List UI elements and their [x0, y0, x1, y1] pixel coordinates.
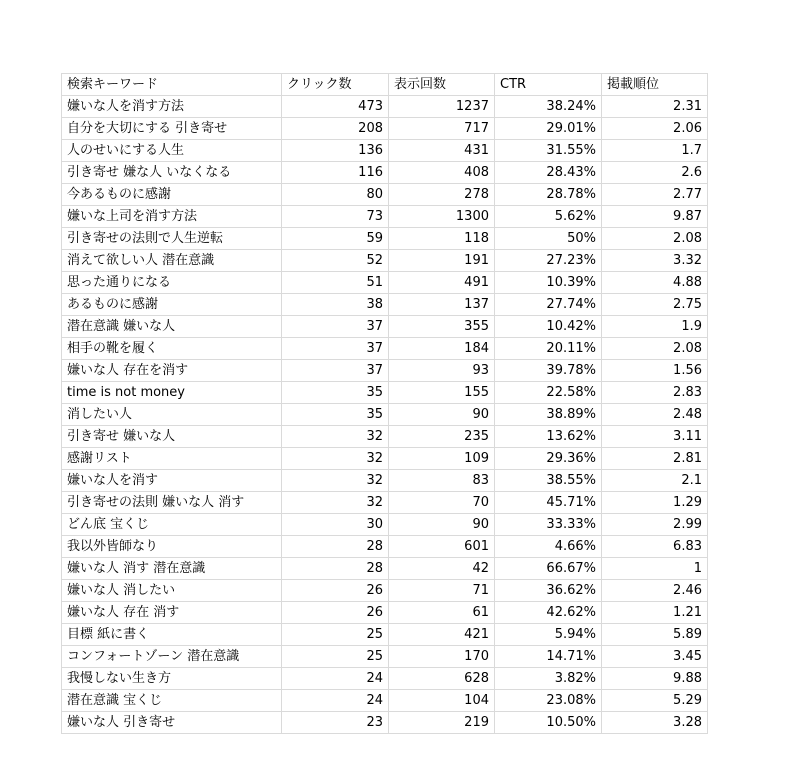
table-row	[62, 448, 708, 470]
position-cell[interactable]: 2.75	[602, 294, 708, 316]
impressions-cell[interactable]: 421	[389, 624, 495, 646]
impressions-cell[interactable]: 90	[389, 514, 495, 536]
keyword-cell[interactable]: 引き寄せの法則で人生逆転	[62, 228, 282, 250]
table-row	[62, 514, 708, 536]
impressions-cell[interactable]: 90	[389, 404, 495, 426]
keyword-cell[interactable]: 人のせいにする人生	[62, 140, 282, 162]
impressions-cell[interactable]: 278	[389, 184, 495, 206]
position-cell[interactable]: 5.29	[602, 690, 708, 712]
impressions-cell[interactable]: 219	[389, 712, 495, 734]
clicks-cell[interactable]: 208	[282, 118, 389, 140]
keyword-cell[interactable]: 消したい人	[62, 404, 282, 426]
impressions-cell[interactable]: 155	[389, 382, 495, 404]
impressions-cell[interactable]: 83	[389, 470, 495, 492]
position-cell[interactable]: 1.29	[602, 492, 708, 514]
keyword-cell[interactable]: 嫌いな人を消す	[62, 470, 282, 492]
position-cell[interactable]: 2.83	[602, 382, 708, 404]
clicks-cell[interactable]: 38	[282, 294, 389, 316]
clicks-cell[interactable]: 80	[282, 184, 389, 206]
ctr-cell[interactable]: 22.58%	[495, 382, 602, 404]
position-cell[interactable]: 2.48	[602, 404, 708, 426]
position-cell[interactable]: 6.83	[602, 536, 708, 558]
position-cell[interactable]: 2.08	[602, 228, 708, 250]
clicks-cell[interactable]: 37	[282, 338, 389, 360]
position-cell[interactable]: 9.87	[602, 206, 708, 228]
position-cell[interactable]: 1.21	[602, 602, 708, 624]
header-row	[62, 74, 708, 96]
position-cell[interactable]: 2.46	[602, 580, 708, 602]
position-cell[interactable]: 2.77	[602, 184, 708, 206]
ctr-cell[interactable]: 42.62%	[495, 602, 602, 624]
clicks-cell[interactable]: 24	[282, 690, 389, 712]
ctr-cell[interactable]: 23.08%	[495, 690, 602, 712]
table-row	[62, 668, 708, 690]
position-cell[interactable]: 1.56	[602, 360, 708, 382]
impressions-cell[interactable]: 628	[389, 668, 495, 690]
table-row	[62, 118, 708, 140]
table-row	[62, 624, 708, 646]
table-row	[62, 360, 708, 382]
table-row	[62, 646, 708, 668]
table-row	[62, 228, 708, 250]
clicks-cell[interactable]: 28	[282, 558, 389, 580]
impressions-cell[interactable]: 93	[389, 360, 495, 382]
ctr-cell[interactable]: 28.43%	[495, 162, 602, 184]
impressions-cell[interactable]: 61	[389, 602, 495, 624]
impressions-cell[interactable]: 109	[389, 448, 495, 470]
position-cell[interactable]: 2.08	[602, 338, 708, 360]
position-cell[interactable]: 2.6	[602, 162, 708, 184]
ctr-cell[interactable]: 10.39%	[495, 272, 602, 294]
table-row	[62, 140, 708, 162]
table-row	[62, 162, 708, 184]
ctr-cell[interactable]: 10.42%	[495, 316, 602, 338]
impressions-cell[interactable]: 717	[389, 118, 495, 140]
header-keyword[interactable]: 検索キーワード	[62, 74, 282, 96]
ctr-cell[interactable]: 33.33%	[495, 514, 602, 536]
keyword-cell[interactable]: 嫌いな人 引き寄せ	[62, 712, 282, 734]
keyword-cell[interactable]: 自分を大切にする 引き寄せ	[62, 118, 282, 140]
ctr-cell[interactable]: 20.11%	[495, 338, 602, 360]
impressions-cell[interactable]: 355	[389, 316, 495, 338]
keyword-cell[interactable]: 潜在意識 嫌いな人	[62, 316, 282, 338]
keyword-cell[interactable]: どん底 宝くじ	[62, 514, 282, 536]
position-cell[interactable]: 9.88	[602, 668, 708, 690]
table-row	[62, 338, 708, 360]
impressions-cell[interactable]: 1300	[389, 206, 495, 228]
ctr-cell[interactable]: 4.66%	[495, 536, 602, 558]
table-row	[62, 184, 708, 206]
keyword-cell[interactable]: コンフォートゾーン 潜在意識	[62, 646, 282, 668]
keyword-cell[interactable]: 思った通りになる	[62, 272, 282, 294]
impressions-cell[interactable]: 70	[389, 492, 495, 514]
keyword-table	[61, 73, 708, 734]
impressions-cell[interactable]: 431	[389, 140, 495, 162]
impressions-cell[interactable]: 601	[389, 536, 495, 558]
position-cell[interactable]: 1.7	[602, 140, 708, 162]
table-row	[62, 602, 708, 624]
position-cell[interactable]: 2.31	[602, 96, 708, 118]
position-cell[interactable]: 4.88	[602, 272, 708, 294]
clicks-cell[interactable]: 73	[282, 206, 389, 228]
header-clicks[interactable]: クリック数	[282, 74, 389, 96]
position-cell[interactable]: 2.06	[602, 118, 708, 140]
position-cell[interactable]: 3.28	[602, 712, 708, 734]
clicks-cell[interactable]: 32	[282, 470, 389, 492]
keyword-cell[interactable]: 嫌いな人 消す 潜在意識	[62, 558, 282, 580]
ctr-cell[interactable]: 5.62%	[495, 206, 602, 228]
ctr-cell[interactable]: 28.78%	[495, 184, 602, 206]
clicks-cell[interactable]: 30	[282, 514, 389, 536]
clicks-cell[interactable]: 37	[282, 360, 389, 382]
keyword-cell[interactable]: 嫌いな人 消したい	[62, 580, 282, 602]
position-cell[interactable]: 1.9	[602, 316, 708, 338]
position-cell[interactable]: 2.1	[602, 470, 708, 492]
position-cell[interactable]: 2.99	[602, 514, 708, 536]
header-impressions[interactable]: 表示回数	[389, 74, 495, 96]
keyword-cell[interactable]: 我慢しない生き方	[62, 668, 282, 690]
ctr-cell[interactable]: 45.71%	[495, 492, 602, 514]
impressions-cell[interactable]: 170	[389, 646, 495, 668]
position-cell[interactable]: 3.11	[602, 426, 708, 448]
ctr-cell[interactable]: 31.55%	[495, 140, 602, 162]
clicks-cell[interactable]: 52	[282, 250, 389, 272]
table-row	[62, 690, 708, 712]
clicks-cell[interactable]: 35	[282, 404, 389, 426]
table-row	[62, 96, 708, 118]
position-cell[interactable]: 3.32	[602, 250, 708, 272]
ctr-cell[interactable]: 14.71%	[495, 646, 602, 668]
clicks-cell[interactable]: 26	[282, 602, 389, 624]
ctr-cell[interactable]: 39.78%	[495, 360, 602, 382]
keyword-cell[interactable]: 今あるものに感謝	[62, 184, 282, 206]
impressions-cell[interactable]: 491	[389, 272, 495, 294]
table-row	[62, 294, 708, 316]
keyword-cell[interactable]: 嫌いな人 存在を消す	[62, 360, 282, 382]
header-position[interactable]: 掲載順位	[602, 74, 708, 96]
table-row	[62, 558, 708, 580]
impressions-cell[interactable]: 1237	[389, 96, 495, 118]
keyword-cell[interactable]: 引き寄せ 嫌いな人	[62, 426, 282, 448]
table-row	[62, 250, 708, 272]
clicks-cell[interactable]: 116	[282, 162, 389, 184]
ctr-cell[interactable]: 3.82%	[495, 668, 602, 690]
position-cell[interactable]: 2.81	[602, 448, 708, 470]
clicks-cell[interactable]: 32	[282, 426, 389, 448]
clicks-cell[interactable]: 37	[282, 316, 389, 338]
ctr-cell[interactable]: 38.55%	[495, 470, 602, 492]
ctr-cell[interactable]: 13.62%	[495, 426, 602, 448]
table-row	[62, 712, 708, 734]
keyword-cell[interactable]: 引き寄せ 嫌な人 いなくなる	[62, 162, 282, 184]
table-row	[62, 316, 708, 338]
clicks-cell[interactable]: 35	[282, 382, 389, 404]
keyword-cell[interactable]: 潜在意識 宝くじ	[62, 690, 282, 712]
ctr-cell[interactable]: 29.01%	[495, 118, 602, 140]
impressions-cell[interactable]: 408	[389, 162, 495, 184]
table-row	[62, 382, 708, 404]
keyword-cell[interactable]: 嫌いな人 存在 消す	[62, 602, 282, 624]
clicks-cell[interactable]: 23	[282, 712, 389, 734]
clicks-cell[interactable]: 473	[282, 96, 389, 118]
keyword-cell[interactable]: 目標 紙に書く	[62, 624, 282, 646]
impressions-cell[interactable]: 137	[389, 294, 495, 316]
ctr-cell[interactable]: 50%	[495, 228, 602, 250]
position-cell[interactable]: 3.45	[602, 646, 708, 668]
impressions-cell[interactable]: 184	[389, 338, 495, 360]
clicks-cell[interactable]: 32	[282, 448, 389, 470]
ctr-cell[interactable]: 38.89%	[495, 404, 602, 426]
position-cell[interactable]: 5.89	[602, 624, 708, 646]
impressions-cell[interactable]: 42	[389, 558, 495, 580]
clicks-cell[interactable]: 28	[282, 536, 389, 558]
ctr-cell[interactable]: 36.62%	[495, 580, 602, 602]
table-row	[62, 536, 708, 558]
keyword-cell[interactable]: 我以外皆師なり	[62, 536, 282, 558]
keyword-cell[interactable]: あるものに感謝	[62, 294, 282, 316]
ctr-cell[interactable]: 38.24%	[495, 96, 602, 118]
keyword-cell[interactable]: 嫌いな上司を消す方法	[62, 206, 282, 228]
impressions-cell[interactable]: 71	[389, 580, 495, 602]
header-ctr[interactable]: CTR	[495, 74, 602, 96]
table-row	[62, 404, 708, 426]
table-row	[62, 206, 708, 228]
ctr-cell[interactable]: 5.94%	[495, 624, 602, 646]
ctr-cell[interactable]: 29.36%	[495, 448, 602, 470]
table-row	[62, 492, 708, 514]
clicks-cell[interactable]: 25	[282, 646, 389, 668]
position-cell[interactable]: 1	[602, 558, 708, 580]
impressions-cell[interactable]: 235	[389, 426, 495, 448]
impressions-cell[interactable]: 191	[389, 250, 495, 272]
impressions-cell[interactable]: 104	[389, 690, 495, 712]
table-row	[62, 426, 708, 448]
keyword-cell[interactable]: 引き寄せの法則 嫌いな人 消す	[62, 492, 282, 514]
keyword-cell[interactable]: 感謝リスト	[62, 448, 282, 470]
ctr-cell[interactable]: 66.67%	[495, 558, 602, 580]
ctr-cell[interactable]: 10.50%	[495, 712, 602, 734]
clicks-cell[interactable]: 59	[282, 228, 389, 250]
clicks-cell[interactable]: 136	[282, 140, 389, 162]
table-row	[62, 272, 708, 294]
table-row	[62, 580, 708, 602]
clicks-cell[interactable]: 24	[282, 668, 389, 690]
keyword-cell[interactable]: 消えて欲しい人 潜在意識	[62, 250, 282, 272]
clicks-cell[interactable]: 25	[282, 624, 389, 646]
keyword-cell[interactable]: time is not money	[62, 382, 282, 404]
clicks-cell[interactable]: 51	[282, 272, 389, 294]
ctr-cell[interactable]: 27.74%	[495, 294, 602, 316]
ctr-cell[interactable]: 27.23%	[495, 250, 602, 272]
keyword-cell[interactable]: 相手の靴を履く	[62, 338, 282, 360]
keyword-cell[interactable]: 嫌いな人を消す方法	[62, 96, 282, 118]
table-row	[62, 470, 708, 492]
impressions-cell[interactable]: 118	[389, 228, 495, 250]
clicks-cell[interactable]: 26	[282, 580, 389, 602]
clicks-cell[interactable]: 32	[282, 492, 389, 514]
